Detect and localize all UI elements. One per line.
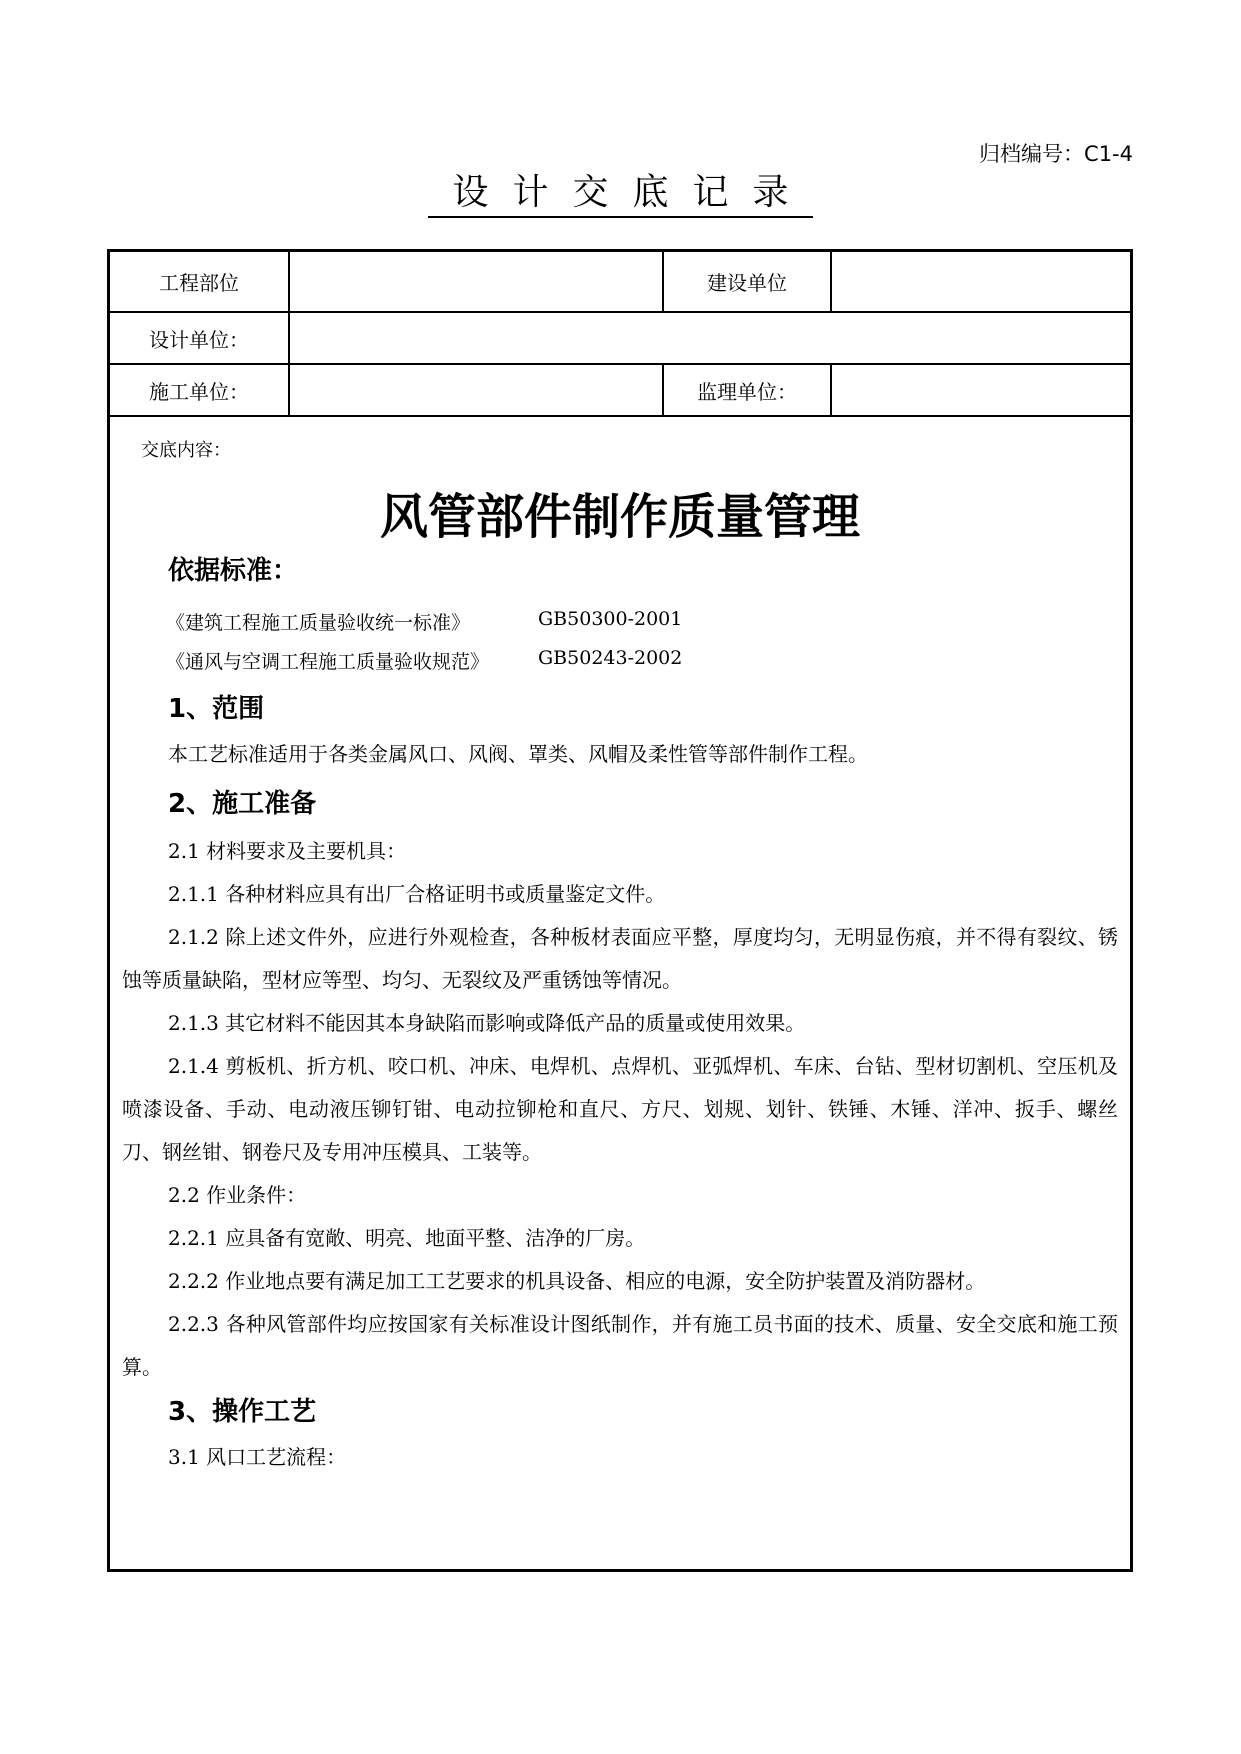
document-title-text: 设计交底记录 — [428, 170, 812, 218]
section-3-heading: 3、操作工艺 — [168, 1397, 317, 1427]
supervision-unit-field[interactable] — [832, 365, 1140, 415]
content-title: 风管部件制作质量管理 — [379, 489, 860, 545]
briefing-content — [110, 418, 1130, 1569]
construction-unit-label: 施工单位： — [149, 379, 249, 404]
document-title — [0, 170, 1241, 218]
section-2-heading: 2、施工准备 — [168, 789, 317, 819]
paragraph: 2.2 作业条件： — [168, 1183, 307, 1207]
standard-code: GB50243-2002 — [538, 647, 683, 669]
archive-number: 归档编号：C1-4 — [979, 142, 1133, 166]
project-part-label: 工程部位 — [159, 271, 239, 295]
standard-item — [166, 647, 683, 674]
project-part-field[interactable] — [290, 252, 672, 311]
paragraph: 2.2.3 各种风管部件均应按国家有关标准设计图纸制作，并有施工员书面的技术、质量、安全交底和施工预算。 — [122, 1312, 1118, 1379]
design-unit-label: 设计单位： — [149, 327, 249, 352]
paragraph: 2.1.1 各种材料应具有出厂合格证明书或质量鉴定文件。 — [168, 882, 666, 906]
paragraph: 3.1 风口工艺流程： — [168, 1445, 347, 1469]
owner-field[interactable] — [832, 252, 1140, 311]
row-divider — [110, 415, 1130, 417]
design-unit-field[interactable] — [290, 313, 1130, 363]
owner-label: 建设单位 — [707, 271, 787, 295]
standard-name: 《通风与空调工程施工质量验收规范》 — [166, 651, 490, 673]
paragraph: 2.2.1 应具备有宽敞、明亮、地面平整、洁净的厂房。 — [168, 1226, 646, 1250]
standard-name: 《建筑工程施工质量验收统一标准》 — [166, 612, 471, 634]
basis-heading: 依据标准： — [168, 556, 299, 586]
paragraph: 2.1.2 除上述文件外，应进行外观检查，各种板材表面应平整，厚度均匀，无明显伤痕，并不得有裂纹、锈蚀等质量缺陷，型材应等型、均匀、无裂纹及严重锈蚀等情况。 — [122, 925, 1118, 992]
paragraph: 本工艺标准适用于各类金属风口、风阀、罩类、风帽及柔性管等部件制作工程。 — [168, 742, 868, 766]
paragraph: 2.2.2 作业地点要有满足加工工艺要求的机具设备、相应的电源，安全防护装置及消防器材。 — [168, 1269, 986, 1293]
section-1-heading: 1、范围 — [168, 694, 265, 724]
paragraph: 2.1.4 剪板机、折方机、咬口机、冲床、电焊机、点焊机、亚弧焊机、车床、台钻、型材切割机、空压机及喷漆设备、手动、电动液压铆钉钳、电动拉铆枪和直尺、方尺、划规、划针、铁锤、木锤、洋冲、扳手、螺丝刀、钢丝钳、钢卷尺及专用冲压模具、工装等。 — [122, 1054, 1118, 1164]
standard-code: GB50300-2001 — [538, 608, 683, 630]
content-label: 交底内容： — [141, 440, 231, 461]
supervision-unit-label: 监理单位： — [697, 379, 797, 404]
paragraph: 2.1.3 其它材料不能因其本身缺陷而影响或降低产品的质量或使用效果。 — [168, 1011, 806, 1035]
record-form — [107, 249, 1133, 1572]
construction-unit-field[interactable] — [290, 365, 672, 415]
standard-item — [166, 608, 683, 635]
paragraph: 2.1 材料要求及主要机具： — [168, 839, 407, 863]
